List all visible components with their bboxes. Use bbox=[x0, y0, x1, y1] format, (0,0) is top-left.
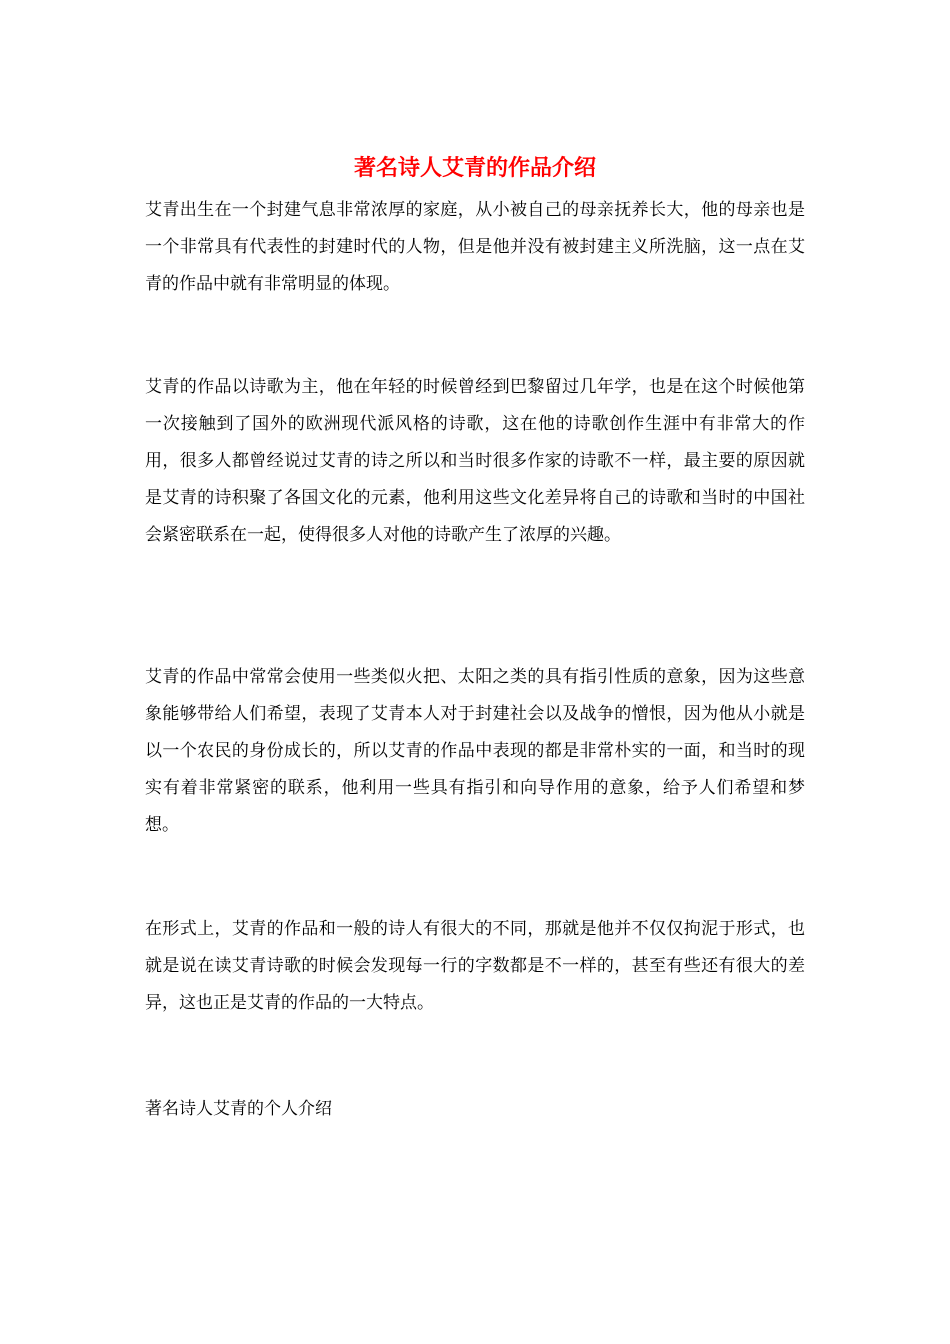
paragraph-form: 在形式上，艾青的作品和一般的诗人有很大的不同，那就是他并不仅仅拘泥于形式，也就是说在读艾青诗歌的时候会发现每一行的字数都是不一样的，甚至有些还有很大的差异，这也正是艾青的作品的一大特点。 bbox=[145, 919, 805, 1013]
section-heading-personal-intro: 著名诗人艾青的个人介绍 bbox=[145, 1099, 332, 1119]
paragraph-poetry-influence: 艾青的作品以诗歌为主，他在年轻的时候曾经到巴黎留过几年学，也是在这个时候他第一次接触到了国外的欧洲现代派风格的诗歌，这在他的诗歌创作生涯中有非常大的作用，很多人都曾经说过艾青的诗之所以和当时很多作家的诗歌不一样，最主要的原因就是艾青的诗积聚了各国文化的元素，他利用这些文化差异将自己的诗歌和当时的中国社会紧密联系在一起，使得很多人对他的诗歌产生了浓厚的兴趣。 bbox=[145, 377, 805, 545]
paragraph-family-background: 艾青出生在一个封建气息非常浓厚的家庭，从小被自己的母亲抚养长大，他的母亲也是一个非常具有代表性的封建时代的人物，但是他并没有被封建主义所洗脑，这一点在艾青的作品中就有非常明显的体现。 bbox=[145, 200, 805, 294]
paragraph-imagery: 艾青的作品中常常会使用一些类似火把、太阳之类的具有指引性质的意象，因为这些意象能够带给人们希望，表现了艾青本人对于封建社会以及战争的憎恨，因为他从小就是以一个农民的身份成长的，所以艾青的作品中表现的都是非常朴实的一面，和当时的现实有着非常紧密的联系，他利用一些具有指引和向导作用的意象，给予人们希望和梦想。 bbox=[145, 667, 805, 835]
document-title: 著名诗人艾青的作品介绍 bbox=[353, 156, 596, 181]
